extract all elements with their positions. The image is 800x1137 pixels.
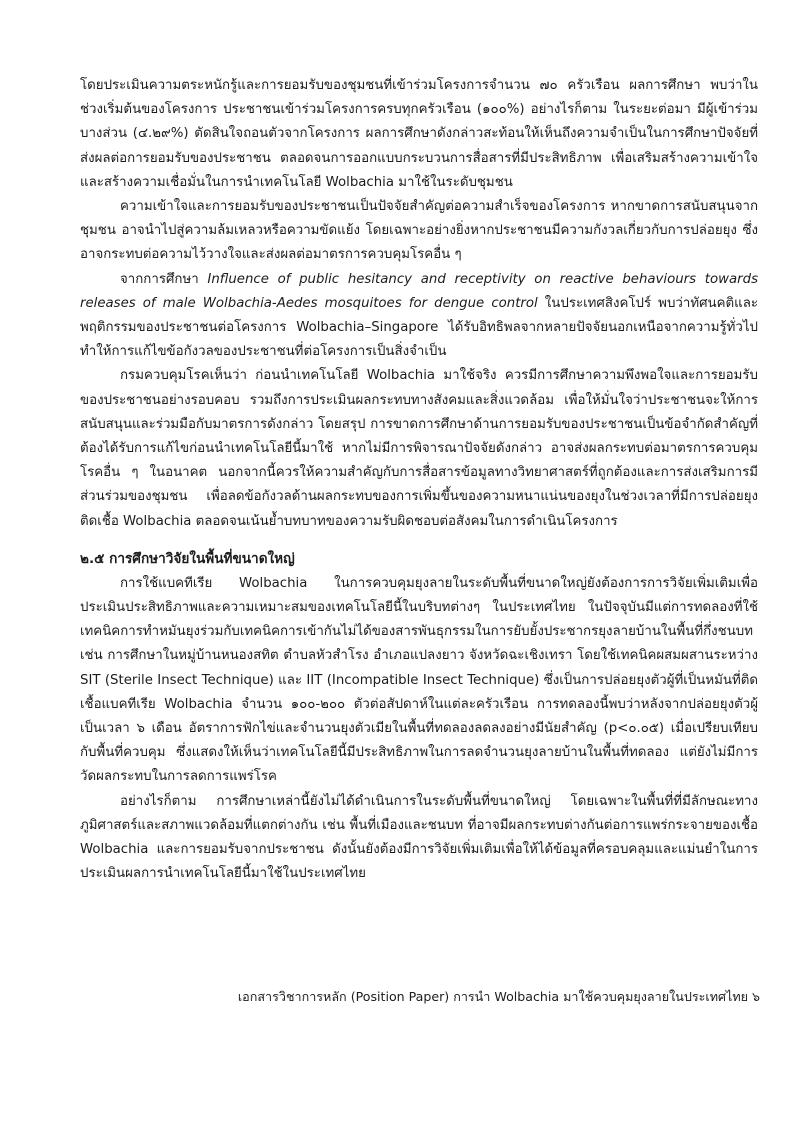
singapore-study-title: Influence of public hesitancy and receptivity on reactive behaviours towards releases of male Wolbachia-Aedes mosquitoes for dengue control	[80, 271, 758, 311]
paragraph-large-scale-research: การใช้แบคทีเรีย Wolbachia ในการควบคุมยุงลายในระดับพื้นที่ขนาดใหญ่ยังต้องการการวิจัยเพิ่มเติมเพื่อประเมินประสิทธิภาพและความเหมาะสมของเทคโนโลยีนี้ในบริบทต่างๆ ในประเทศไทย ในปัจจุบันมีแต่การทดลองที่ใช้เทคนิคการทำหมันยุงร่วมกับเทคนิคการเข้ากันไม่ได้ของสารพันธุกรรมในการยับยั้งประชากรยุงลายบ้านในพื้นที่กึ่งชนบท เช่น การศึกษาในหมู่บ้านหนองสทิต ตำบลหัวสำโรง อำเภอแปลงยาว จังหวัดฉะเชิงเทรา โดยใช้เทคนิคผสมผสานระหว่าง SIT (Sterile Insect Technique) และ IIT (Incompatible Insect Technique) ซึ่งเป็นการปล่อยยุงตัวผู้ที่เป็นหมันที่ติดเชื้อแบคทีเรีย Wolbachia จำนวน ๑๐๐-๒๐๐ ตัวต่อสัปดาห์ในแต่ละครัวเรือน การทดลองนี้พบว่าหลังจากปล่อยยุงตัวผู้เป็นเวลา ๖ เดือน อัตราการฟักไข่และจำนวนยุงตัวเมียในพื้นที่ทดลองลดลงอย่างมีนัยสำคัญ (p<๐.๐๕) เมื่อเปรียบเทียบกับพื้นที่ควบคุม ซึ่งแสดงให้เห็นว่าเทคโนโลยีนี้มีประสิทธิภาพในการลดจำนวนยุงลายบ้านในพื้นที่ทดลอง แต่ยังไม่มีการวัดผลกระทบในการลดการแพร่โรค	[80, 575, 758, 785]
singapore-study-finding: ในประเทศสิงคโปร์ พบว่าทัศนคติและพฤติกรรมของประชาชนต่อโครงการ Wolbachia–Singapore ได้รับอิทธิพลจากหลายปัจจัยนอกเหนือจากความรู้ทั่วไป ทำให้การแก้ไขข้อกังวลของประชาชนที่ต่อโครงการเป็นสิ่งจำเป็น	[80, 295, 759, 360]
section-heading-large-scale-research: ๒.๕ การศึกษาวิจัยในพื้นที่ขนาดใหญ่	[80, 550, 295, 567]
paragraph-ddc-recommendation: กรมควบคุมโรคเห็นว่า ก่อนนำเทคโนโลยี Wolbachia มาใช้จริง ควรมีการศึกษาความพึงพอใจและการยอมรับของประชาชนอย่างรอบคอบ รวมถึงการประเมินผลกระทบทางสังคมและสิ่งแวดล้อม เพื่อให้มั่นใจว่าประชาชนจะให้การสนับสนุนและร่วมมือกับมาตรการดังกล่าว โดยสรุป การขาดการศึกษาด้านการยอมรับของประชาชนเป็นข้อจำกัดสำคัญที่ต้องได้รับการแก้ไขก่อนนำเทคโนโลยีนี้มาใช้ หากไม่มีการพิจารณาปัจจัยดังกล่าว อาจส่งผลกระทบต่อมาตรการควบคุมโรคอื่น ๆ ในอนาคต นอกจากนี้ควรให้ความสำคัญกับการสื่อสารข้อมูลทางวิทยาศาสตร์ที่ถูกต้องและการส่งเสริมการมีส่วนร่วมของชุมชน เพื่อลดข้อกังวลด้านผลกระทบของการเพิ่มขึ้นของความหนาแน่นของยุงในช่วงเวลาที่มีการปล่อยยุงติดเชื้อ Wolbachia ตลอดจนเน้นย้ำบทบาทของความรับผิดชอบต่อสังคมในการดำเนินโครงการ	[80, 368, 758, 529]
singapore-study-intro: จากการศึกษา	[120, 271, 208, 287]
paragraph-further-research-needed: อย่างไรก็ตาม การศึกษาเหล่านี้ยังไม่ได้ดำเนินการในระดับพื้นที่ขนาดใหญ่ โดยเฉพาะในพื้นที่ที่มีลักษณะทางภูมิศาสตร์และสภาพแวดล้อมที่แตกต่างกัน เช่น พื้นที่เมืองและชนบท ที่อาจมีผลกระทบต่างกันต่อการแพร่กระจายของเชื้อ Wolbachia และการยอมรับจากประชาชน ดังนั้นยังต้องมีการวิจัยเพิ่มเติมเพื่อให้ได้ข้อมูลที่ครอบคลุมและแม่นยำในการประเมินผลการนำเทคโนโลยีนี้มาใช้ในประเทศไทย	[80, 793, 758, 882]
paragraph-community-acceptance-study: โดยประเมินความตระหนักรู้และการยอมรับของชุมชนที่เข้าร่วมโครงการจำนวน ๗๐ ครัวเรือน ผลการศึกษา พบว่าในช่วงเริ่มต้นของโครงการ ประชาชนเข้าร่วมโครงการครบทุกครัวเรือน (๑๐๐%) อย่างไรก็ตาม ในระยะต่อมา มีผู้เข้าร่วมบางส่วน (๔.๒๙%) ตัดสินใจถอนตัวจากโครงการ ผลการศึกษาดังกล่าวสะท้อนให้เห็นถึงความจำเป็นในการศึกษาปัจจัยที่ส่งผลต่อการยอมรับของประชาชน ตลอดจนการออกแบบกระบวนการสื่อสารที่มีประสิทธิภาพ เพื่อเสริมสร้างความเข้าใจและสร้างความเชื่อมั่นในการนำเทคโนโลยี Wolbachia มาใช้ในระดับชุมชน	[80, 78, 758, 190]
page-footer: เอกสารวิชาการหลัก (Position Paper) การนำ Wolbachia มาใช้ควบคุมยุงลายในประเทศไทย ๖	[237, 989, 760, 1004]
paragraph-public-understanding: ความเข้าใจและการยอมรับของประชาชนเป็นปัจจัยสำคัญต่อความสำเร็จของโครงการ หากขาดการสนับสนุนจากชุมชน อาจนำไปสู่ความล้มเหลวหรือความขัดแย้ง โดยเฉพาะอย่างยิ่งหากประชาชนมีความกังวลเกี่ยวกับการปล่อยยุง ซึ่งอาจกระทบต่อความไว้วางใจและส่งผลต่อมาตรการควบคุมโรคอื่น ๆ	[80, 199, 758, 263]
document-body	[80, 74, 758, 887]
paragraph-singapore-study	[80, 268, 758, 365]
